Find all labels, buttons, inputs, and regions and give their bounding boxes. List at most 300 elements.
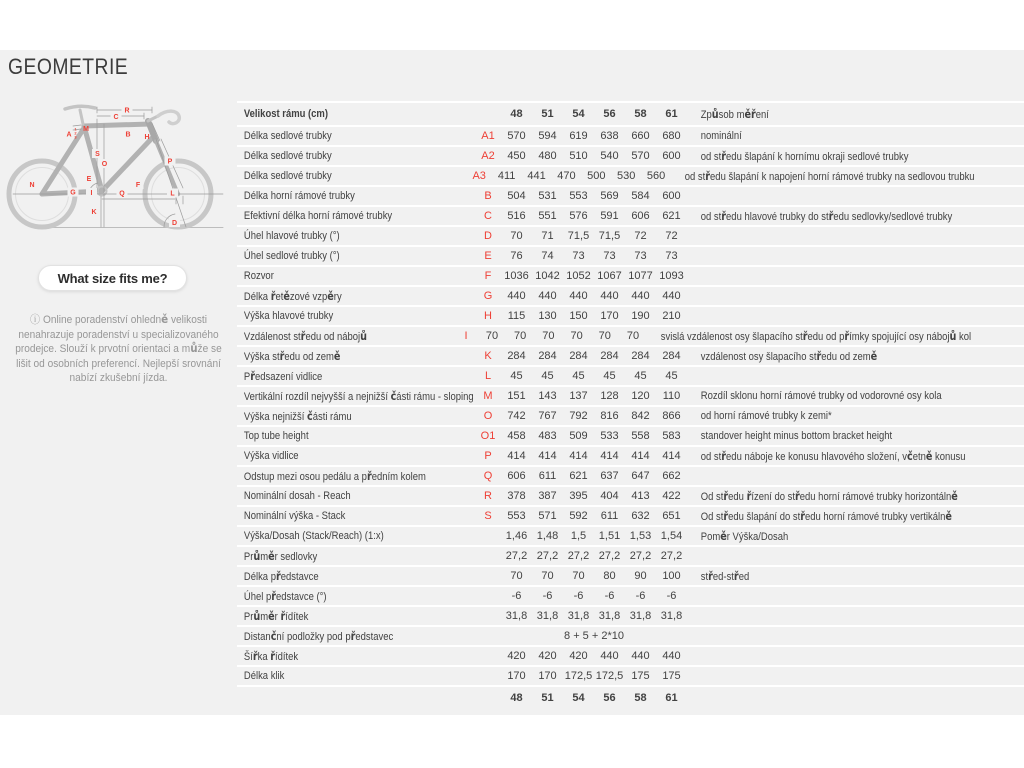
measurement-method-header: Způsob měření [700,107,769,121]
row-value: 510 [569,150,588,162]
row-label: Výška hlavové trubky [243,310,334,322]
row-value: 31,8 [598,610,621,622]
table-row [237,525,1024,545]
row-value: 458 [507,430,526,442]
row-value: 151 [507,390,526,402]
row-letter-code: A3 [472,170,486,182]
diagram-label-A-sub: 1 [74,126,77,132]
row-value: 450 [507,150,526,162]
row-label: Distanční podložky pod představec [243,629,394,643]
row-value: 70 [510,230,523,242]
row-label: Délka klik [243,670,285,682]
row-value: 128 [600,390,619,402]
row-value: 611 [538,470,557,482]
geometry-table [237,101,1024,720]
row-label: Délka představce [243,569,319,583]
diagram-label-O: O [101,161,108,168]
table-row [237,285,1024,305]
table-row [237,585,1024,605]
row-value: 284 [507,350,526,362]
row-value: 637 [600,470,619,482]
row-value: 70 [485,330,499,342]
row-value: 31,8 [660,610,683,622]
table-row [237,445,1024,465]
table-row [237,545,1024,565]
row-value: 553 [569,190,588,202]
row-value: 284 [600,350,619,362]
row-value: 172,5 [564,670,593,682]
row-value: -6 [542,590,553,602]
row-value: 591 [600,210,619,222]
row-value: 533 [600,430,619,442]
row-method: standover height minus bottom bracket height [700,430,893,442]
row-value: 387 [538,490,557,502]
row-method: od horní rámové trubky k zemi* [700,410,832,422]
row-value: 110 [662,390,681,402]
size-header: 61 [665,108,678,120]
row-value: 45 [541,370,554,382]
row-label: Nominální výška - Stack [243,510,346,522]
row-value: 71,5 [567,230,590,242]
diagram-label-H: H [144,134,150,141]
row-letter-code: M [483,390,493,402]
row-value: 742 [507,410,526,422]
row-value: 80 [603,570,616,582]
row-method: střed-střed [700,569,750,583]
row-value: 611 [600,510,619,522]
row-method: vzdálenost osy šlapacího středu od země [700,349,878,363]
row-value: 70 [510,570,523,582]
row-value: 115 [507,310,526,322]
row-value: 600 [662,190,681,202]
row-letter-code: S [484,510,492,522]
size-footer: 51 [541,692,554,704]
size-advisor-button[interactable]: What size fits me? [38,265,187,291]
table-row [237,245,1024,265]
table-row [237,505,1024,525]
frame-size-header: Velikost rámu (cm) [243,108,329,120]
bike-geometry-diagram [5,95,235,237]
row-value: 172,5 [595,670,624,682]
row-value: 73 [665,250,678,262]
row-letter-code: A1 [481,130,495,142]
table-row [237,605,1024,625]
row-letter-code: I [464,330,468,342]
row-value: 440 [538,290,557,302]
size-footer: 61 [665,692,678,704]
row-letter-code: P [484,450,492,462]
row-value: 45 [634,370,647,382]
diagram-label-L: L [170,190,175,198]
row-value: 70 [572,570,585,582]
size-footer: 48 [510,692,523,704]
row-value: 45 [665,370,678,382]
row-value: 842 [631,410,650,422]
row-label: Průměr sedlovky [243,549,318,563]
row-value: 1,51 [598,530,621,542]
row-value: 632 [631,510,650,522]
diagram-label-A: A [66,131,72,139]
row-value: 190 [631,310,650,322]
row-value: 414 [600,450,619,462]
row-method: Od středu řízení do středu horní rámové trubky horizontálně [700,489,958,503]
diagram-label-E: E [86,176,92,183]
row-method: Poměr Výška/Dosah [700,529,789,543]
row-value: 470 [557,170,576,182]
row-value: 411 [497,170,516,182]
row-letter-code: E [484,250,492,262]
table-body [237,125,1024,685]
row-label: Předsazení vidlice [243,369,323,383]
row-value: 90 [634,570,647,582]
row-value: 70 [626,330,640,342]
row-label: Vzdálenost středu od nábojů [243,329,368,343]
row-value: 70 [542,330,555,342]
row-value: 440 [600,290,619,302]
row-letter-code: L [484,370,492,382]
row-letter-code: A2 [481,150,495,162]
row-value: 175 [662,670,681,682]
row-value: 71,5 [598,230,621,242]
diagram-label-K: K [91,209,97,216]
row-value: 31,8 [567,610,590,622]
table-header-row [237,101,1024,125]
row-value: 284 [662,350,681,362]
size-header: 48 [510,108,523,120]
row-value: 72 [634,230,647,242]
row-value: 1036 [504,270,529,282]
row-value: 1093 [659,270,684,282]
row-method: Rozdíl sklonu horní rámové trubky od vodorovné osy kola [700,390,942,402]
row-value: 284 [569,350,588,362]
row-value: 120 [631,390,650,402]
row-value: 73 [603,250,616,262]
row-value: 395 [569,490,588,502]
row-value: 100 [662,570,681,582]
row-letter-code: K [484,350,492,362]
row-value: 130 [538,310,557,322]
row-value: 647 [631,470,650,482]
row-value: 73 [572,250,585,262]
row-label: Úhel hlavové trubky (°) [243,230,340,242]
row-value: 1,46 [505,530,528,542]
table-row [237,405,1024,425]
row-value: 70 [570,330,583,342]
row-value: 413 [631,490,650,502]
row-value: 500 [587,170,606,182]
table-row [237,565,1024,585]
row-value: 70 [541,570,554,582]
row-value: 570 [631,150,650,162]
row-label: Efektivní délka horní rámové trubky [243,210,393,222]
row-value: 530 [616,170,636,182]
row-label: Výška středu od země [243,349,341,363]
row-value: 76 [510,250,523,262]
row-label: Průměr řídítek [243,609,309,623]
row-value: 558 [631,430,650,442]
row-letter-code: O [483,410,493,422]
size-header: 51 [541,108,554,120]
diagram-label-M: M [83,126,89,133]
row-label: Rozvor [243,270,274,282]
row-value: 594 [538,130,557,142]
row-label: Délka horní rámové trubky [243,190,355,202]
table-row [237,365,1024,385]
row-value: 440 [662,290,681,302]
row-label: Výška vidlice [243,450,299,462]
row-value: 571 [538,510,557,522]
row-value: -6 [604,590,615,602]
diagram-label-I: I [90,190,93,197]
row-value: 606 [507,470,526,482]
table-row [237,485,1024,505]
table-row [237,305,1024,325]
row-value: 27,2 [629,550,652,562]
row-letter-code: D [484,230,492,242]
row-letter-code: H [484,310,492,322]
row-value: 170 [600,310,619,322]
row-value: 440 [507,290,526,302]
row-value: 638 [600,130,619,142]
row-value: 441 [527,170,546,182]
row-value: 31,8 [505,610,528,622]
geometry-section [0,50,1024,715]
row-value: 551 [538,210,557,222]
table-row [237,385,1024,405]
row-value: 1077 [628,270,653,282]
diagram-label-B: B [125,131,131,139]
row-value: 584 [631,190,650,202]
table-row [237,665,1024,685]
table-row [237,185,1024,205]
page-title: GEOMETRIE [8,54,129,79]
row-value: 414 [538,450,557,462]
frame-tubes [42,121,178,194]
row-value: 1,5 [570,530,587,542]
row-value: 440 [631,290,650,302]
row-value: 1,53 [629,530,652,542]
row-value: 576 [569,210,588,222]
row-value: -6 [511,590,522,602]
row-label: Výška/Dosah (Stack/Reach) (1:x) [243,530,384,542]
table-row [237,425,1024,445]
table-row [237,645,1024,665]
row-value: 404 [600,490,619,502]
row-value: 1052 [566,270,591,282]
row-value: 560 [646,170,666,182]
row-value: 378 [507,490,526,502]
table-row [237,145,1024,165]
row-value: 619 [569,130,588,142]
size-footer: 54 [572,692,585,704]
table-row [237,345,1024,365]
diagram-label-F: F [135,182,141,189]
diagram-label-S: S [95,151,100,158]
row-value: 420 [538,650,557,662]
row-value: 210 [662,310,681,322]
row-value: 767 [538,410,557,422]
row-value: 31,8 [629,610,652,622]
table-row [237,325,1024,345]
row-value: 74 [541,250,554,262]
row-value: 1042 [535,270,560,282]
row-value: 71 [541,230,554,242]
row-value: 504 [507,190,526,202]
row-value: 483 [538,430,557,442]
row-method: nominální [700,130,742,142]
row-label: Délka sedlové trubky [243,130,332,142]
row-value: 27,2 [567,550,590,562]
row-value: 27,2 [536,550,559,562]
size-header: 56 [603,108,616,120]
table-row [237,165,1024,185]
size-footer: 58 [634,692,647,704]
row-label: Vertikální rozdíl nejvyšší a nejnižší části rámu - sloping [243,389,474,403]
info-icon: ⓘ [30,314,41,326]
row-value: 1067 [597,270,622,282]
row-label: Úhel představce (°) [243,589,327,603]
row-value: 570 [507,130,526,142]
row-value: 1,48 [536,530,559,542]
size-advisor-note-text: Online poradenství ohledně velikosti nenahrazuje poradenství u specializovaného prodejce. Slouží k prvotní orientaci a může se lišit od osobních preferencí. Nejlepší srovnání nabízí zkušební jízda. [15,313,222,384]
row-value: 170 [538,670,557,682]
diagram-label-G: G [70,189,76,197]
row-value: 27,2 [660,550,683,562]
row-value: -6 [635,590,646,602]
row-letter-code: B [484,190,492,202]
row-label: Odstup mezi osou pedálu a předním kolem [243,469,426,483]
diagram-label-P: P [167,158,173,166]
row-value: 440 [600,650,619,662]
row-method: svislá vzdálenost osy šlapacího středu od přímky spojující osy nábojů kol [660,329,972,343]
row-value: 516 [507,210,526,222]
row-value: 72 [665,230,678,242]
diagram-label-R: R [124,107,130,115]
row-value: 792 [569,410,588,422]
row-value: 45 [510,370,523,382]
row-span-value: 8 + 5 + 2*10 [564,630,624,642]
diagram-label-A-sub: 3 [74,134,77,140]
row-value: 422 [662,490,681,502]
table-row [237,225,1024,245]
row-letter-code: Q [483,470,493,482]
row-method: od středu šlapání k napojení horní rámové trubky na sedlovou trubku [684,169,975,183]
row-value: 414 [631,450,650,462]
row-value: 440 [662,650,681,662]
row-value: 143 [538,390,557,402]
row-value: 553 [507,510,526,522]
table-footer-row [237,685,1024,720]
row-value: 284 [631,350,650,362]
bike-silhouette [9,106,223,227]
diagram-label-D: D [171,220,178,227]
row-value: 175 [631,670,650,682]
row-method: od středu hlavové trubky do středu sedlovky/sedlové trubky [700,209,953,223]
size-footer: 56 [603,692,616,704]
row-value: 606 [631,210,650,222]
row-label: Úhel sedlové trubky (°) [243,250,340,262]
row-value: 621 [662,210,681,222]
row-value: 662 [662,470,681,482]
size-advisor-note [15,313,222,386]
row-label: Délka sedlové trubky [243,150,332,162]
row-value: 27,2 [505,550,528,562]
row-label: Top tube height [243,430,309,442]
diagram-label-C: C [113,114,119,121]
row-value: 621 [569,470,588,482]
row-value: 866 [662,410,681,422]
row-value: 45 [603,370,616,382]
row-value: 440 [631,650,650,662]
row-value: 440 [569,290,588,302]
row-method: Od středu šlapání do středu horní rámové trubky vertikálně [700,509,952,523]
table-row [237,465,1024,485]
row-value: 1,54 [660,530,683,542]
table-row [237,625,1024,645]
row-value: 680 [662,130,681,142]
row-value: 480 [538,150,557,162]
row-letter-code: R [484,490,492,502]
row-method: od středu šlapání k hornímu okraji sedlové trubky [700,149,909,163]
row-method: od středu náboje ke konusu hlavového složení, včetně konusu [700,449,966,463]
row-letter-code: C [484,210,492,222]
row-value: 592 [569,510,588,522]
row-value: 31,8 [536,610,559,622]
table-row [237,125,1024,145]
row-value: 816 [600,410,619,422]
row-value: 569 [600,190,619,202]
row-label: Délka řetězové vzpěry [243,289,342,303]
row-value: 70 [514,330,527,342]
row-letter-code: G [483,290,493,302]
diagram-label-A-sub: 2 [74,130,77,136]
row-label: Nominální dosah - Reach [243,490,351,502]
row-value: 509 [569,430,588,442]
size-header: 58 [634,108,647,120]
row-value: 531 [538,190,557,202]
row-value: 660 [631,130,650,142]
row-value: 414 [662,450,681,462]
row-value: -6 [666,590,677,602]
row-label: Šířka řídítek [243,649,299,663]
row-value: 73 [634,250,647,262]
row-value: 150 [569,310,588,322]
diagram-label-N: N [29,182,35,189]
row-value: 137 [569,390,588,402]
row-value: 600 [662,150,681,162]
row-value: 45 [572,370,585,382]
table-row [237,265,1024,285]
table-row [237,205,1024,225]
row-letter-code: F [484,270,492,282]
row-value: 414 [569,450,588,462]
row-value: 70 [598,330,611,342]
row-label: Délka sedlové trubky [243,170,332,182]
row-value: 170 [507,670,526,682]
row-letter-code: O1 [480,430,496,442]
row-value: 651 [662,510,681,522]
row-value: 414 [507,450,526,462]
size-header: 54 [572,108,585,120]
row-value: 284 [538,350,557,362]
diagram-label-Q: Q [119,190,125,198]
row-value: 420 [569,650,588,662]
row-value: 583 [662,430,681,442]
row-value: -6 [573,590,584,602]
row-value: 540 [600,150,619,162]
row-value: 420 [507,650,526,662]
row-value: 27,2 [598,550,621,562]
